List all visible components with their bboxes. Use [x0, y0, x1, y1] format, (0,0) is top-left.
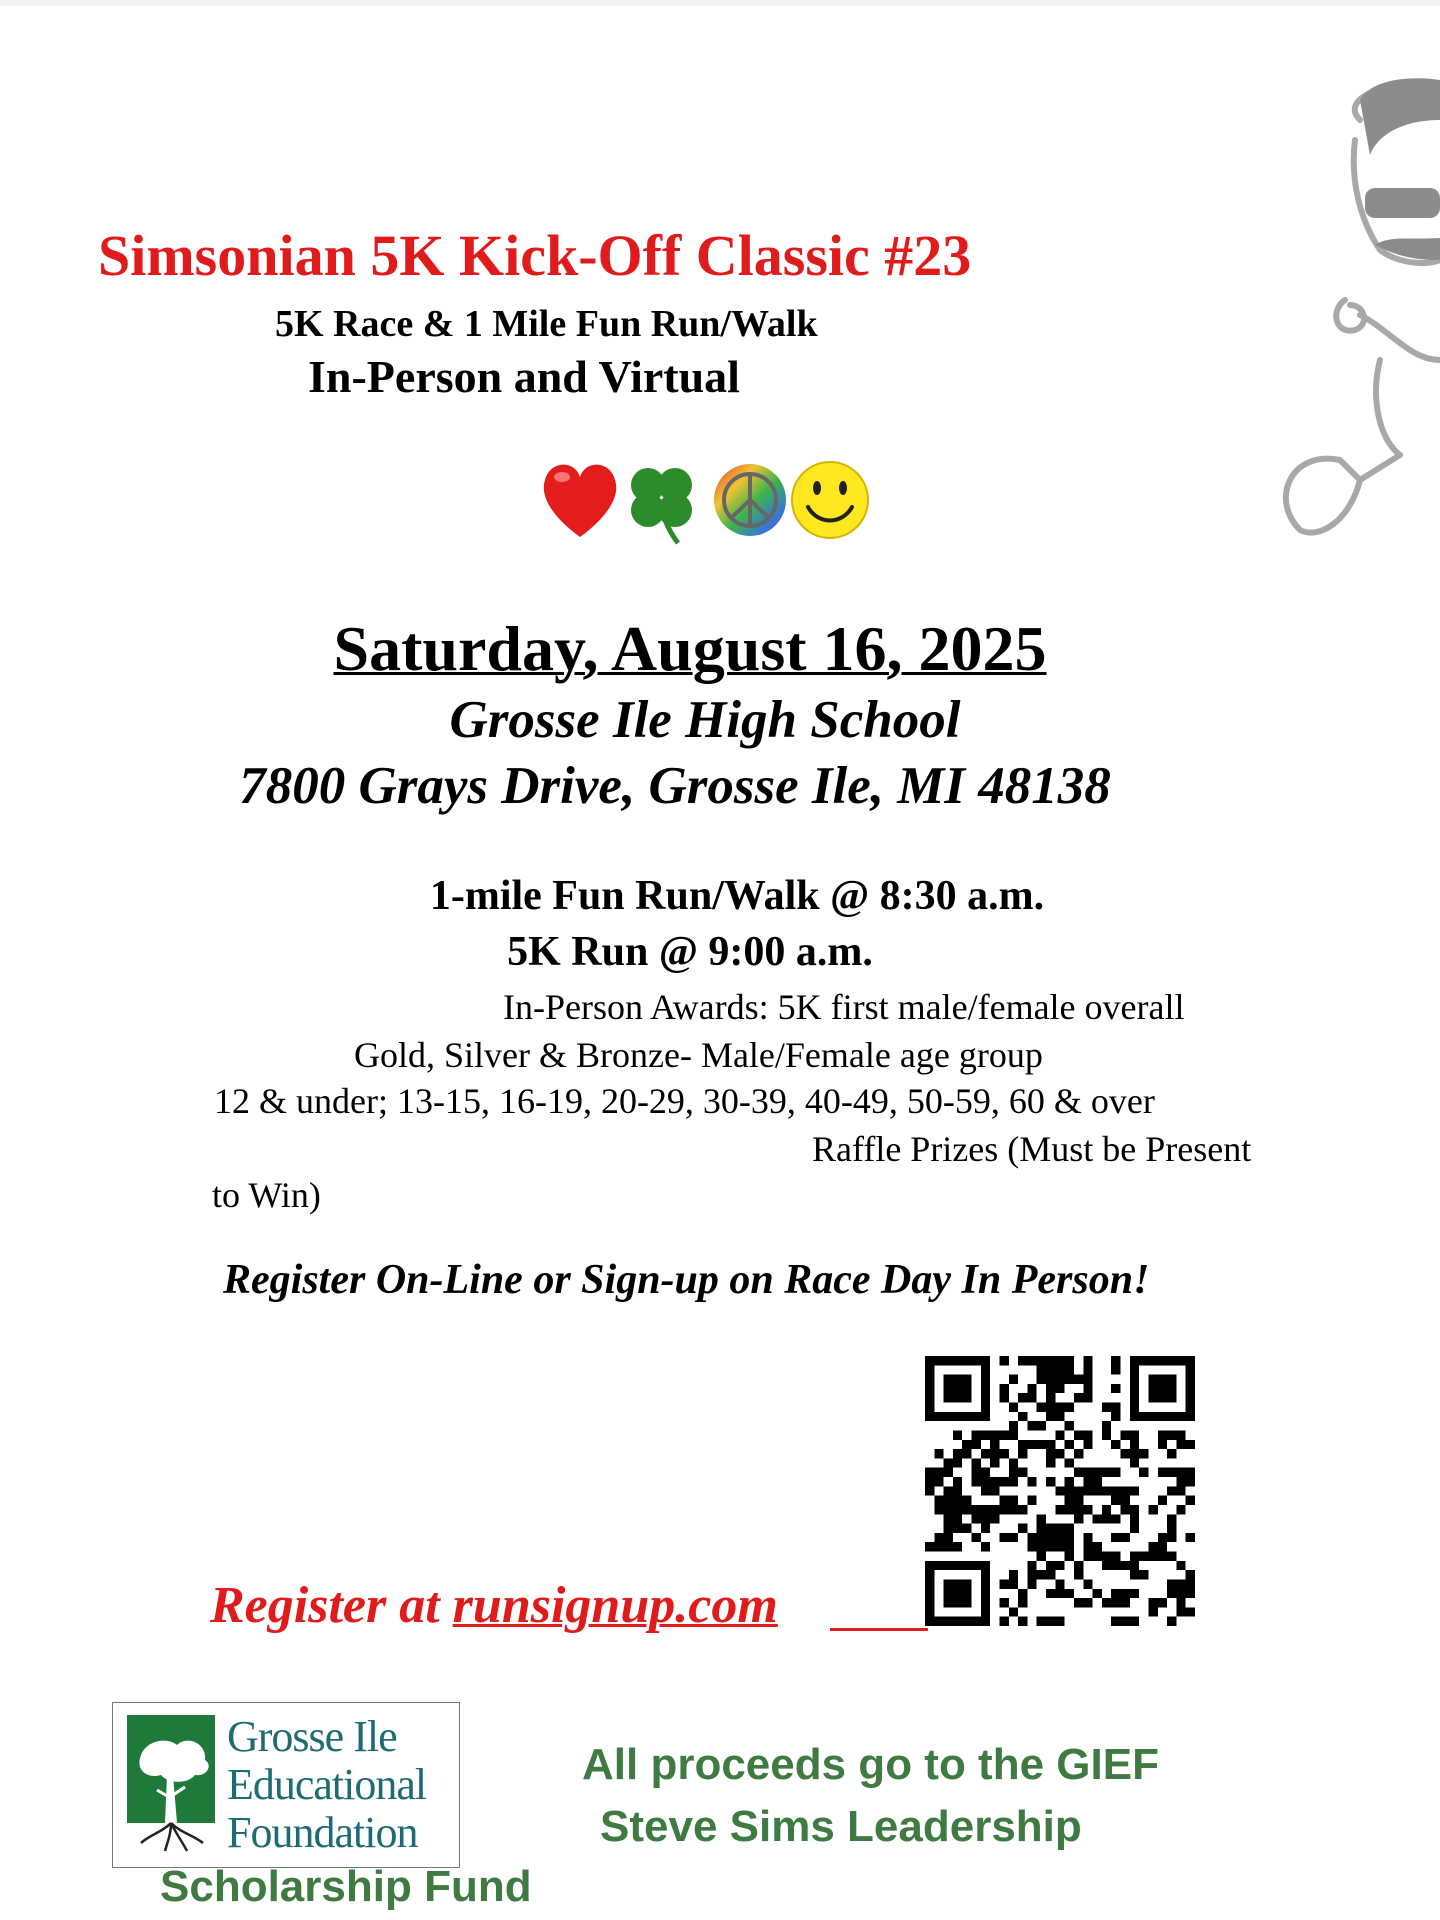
register-underline [830, 1628, 928, 1631]
runsignup-link[interactable]: runsignup.com [452, 1577, 778, 1634]
raffle-line-1: Raffle Prizes (Must be Present [812, 1129, 1252, 1169]
shamrock-icon [631, 468, 692, 543]
proceeds-line-3: Scholarship Fund [160, 1862, 532, 1911]
event-address: 7800 Grays Drive, Grosse Ile, MI 48138 [239, 757, 1111, 815]
tree-logo-icon [127, 1715, 215, 1853]
event-format: In-Person and Virtual [308, 351, 740, 402]
awards-overall: In-Person Awards: 5K first male/female overall [503, 987, 1185, 1027]
register-at-line [210, 1576, 778, 1635]
logo-line-1: Grosse Ile [227, 1712, 397, 1761]
smiley-icon [792, 462, 868, 538]
event-venue: Grosse Ile High School [449, 691, 961, 749]
event-date: Saturday, August 16, 2025 [333, 613, 1047, 684]
runner-mascot-icon [1260, 60, 1440, 540]
5k-run-time: 5K Run @ 9:00 a.m. [507, 929, 873, 975]
gief-logo [112, 1702, 460, 1868]
logo-line-3: Foundation [227, 1808, 418, 1857]
raffle-line-2: to Win) [212, 1175, 321, 1215]
age-groups: 12 & under; 13-15, 16-19, 20-29, 30-39, 40-49, 50-59, 60 & over [214, 1081, 1155, 1121]
fun-run-time: 1-mile Fun Run/Walk @ 8:30 a.m. [429, 873, 1045, 919]
proceeds-line-1: All proceeds go to the GIEF [582, 1740, 1159, 1789]
event-title: Simsonian 5K Kick-Off Classic #23 [98, 223, 972, 288]
emoji-row [540, 455, 870, 545]
awards-age-group: Gold, Silver & Bronze- Male/Female age group [354, 1035, 1043, 1075]
register-call-to-action: Register On-Line or Sign-up on Race Day In Person! [223, 1257, 1150, 1303]
top-edge [0, 0, 1440, 6]
logo-line-2: Educational [227, 1760, 427, 1809]
proceeds-line-2: Steve Sims Leadership [600, 1802, 1082, 1851]
heart-icon [544, 465, 616, 537]
event-subtitle: 5K Race & 1 Mile Fun Run/Walk [275, 303, 818, 345]
peace-icon [714, 464, 786, 536]
qr-code[interactable] [925, 1356, 1195, 1626]
register-at-prefix: Register at [210, 1577, 453, 1634]
